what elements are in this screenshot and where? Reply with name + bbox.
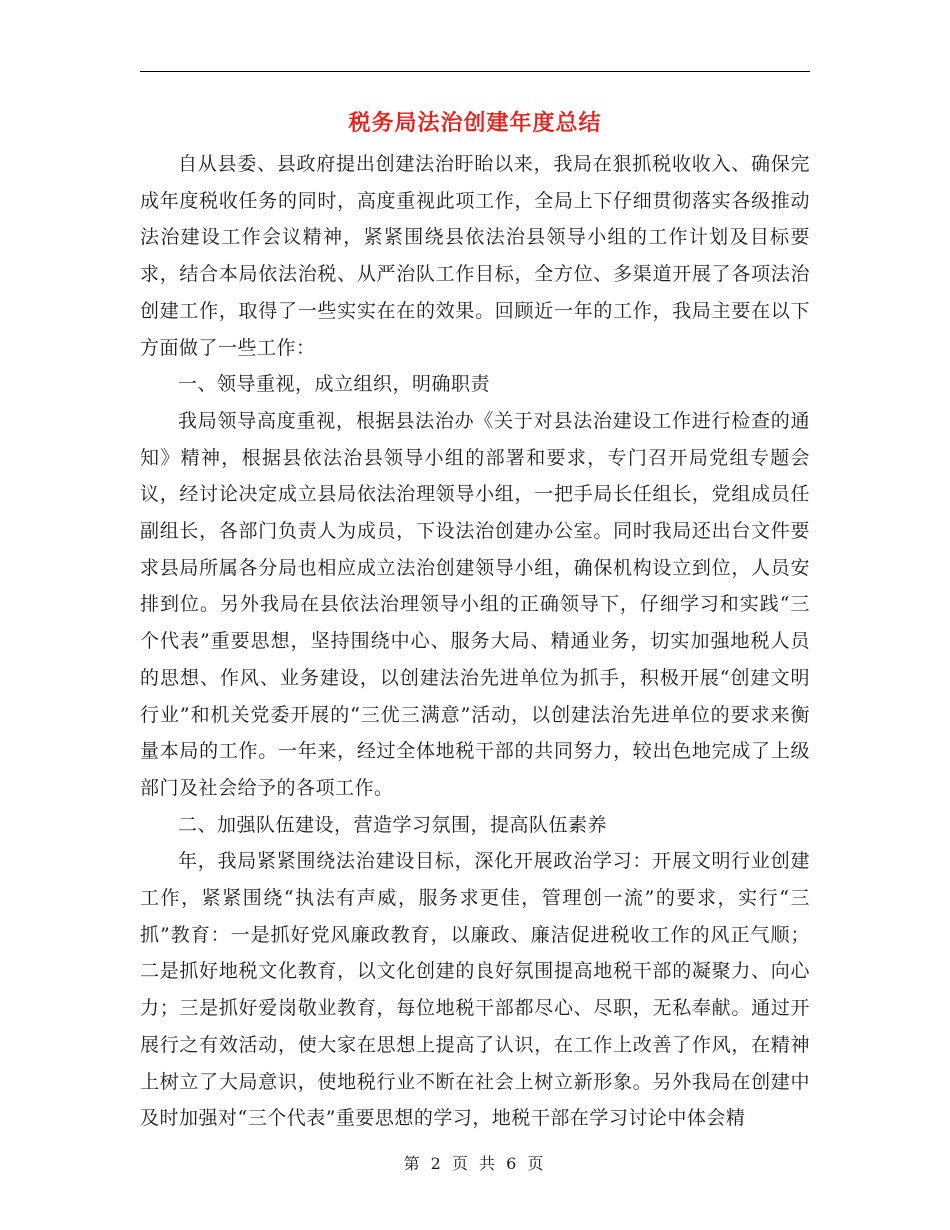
paragraph-section-1: 我局领导高度重视，根据县法治办《关于对县法治建设工作进行检查的通知》精神，根据县依法治县领导小组的部署和要求，专门召开局党组专题会议，经讨论决定成立县局依法治理领导小组，一把手局长任组长，党组成员任副组长，各部门负责人为成员，下设法治创建办公室。同时我局还出台文件要求县局所属各分局也相应成立法治创建领导小组，确保机构设立到位，人员安排到位。另外我局在县依法治理领导小组的正确领导下，仔细学习和实践“三个代表”重要思想，坚持围绕中心、服务大局、精通业务，切实加强地税人员的思想、作风、业务建设，以创建法治先进单位为抓手，积极开展“创建文明行业”和机关党委开展的“三优三满意”活动，以创建法治先进单位的要求来衡量本局的工作。一年来，经过全体地税干部的共同努力，较出色地完成了上级部门及社会给予的各项工作。 <box>140 409 810 799</box>
header-rule <box>140 71 810 72</box>
page-number-footer: 第 2 页 共 6 页 <box>403 1154 547 1173</box>
document-body <box>140 146 810 1137</box>
section-heading-1: 一、领导重视，成立组织，明确职责 <box>178 373 491 396</box>
paragraph-intro: 自从县委、县政府提出创建法治盱眙以来，我局在狠抓税收收入、确保完成年度税收任务的同时，高度重视此项工作，全局上下仔细贯彻落实各级推动法治建设工作会议精神，紧紧围绕县依法治县领导小组的工作计划及目标要求，结合本局依法治税、从严治队工作目标，全方位、多渠道开展了各项法治创建工作，取得了一些实实在在的效果。回顾近一年的工作，我局主要在以下方面做了一些工作： <box>140 153 810 359</box>
paragraph-section-2: 年，我局紧紧围绕法治建设目标，深化开展政治学习：开展文明行业创建工作，紧紧围绕“执法有声威，服务求更佳，管理创一流”的要求，实行“三抓”教育：一是抓好党风廉政教育，以廉政、廉洁促进税收工作的风正气顺；二是抓好地税文化教育，以文化创建的良好氛围提高地税干部的凝聚力、向心力；三是抓好爱岗敬业教育，每位地税干部都尽心、尽职，无私奉献。通过开展行之有效活动，使大家在思想上提高了认识，在工作上改善了作风，在精神上树立了大局意识，使地税行业不断在社会上树立新形象。另外我局在创建中及时加强对“三个代表”重要思想的学习，地税干部在学习讨论中体会精 <box>140 850 810 1130</box>
section-heading-2: 二、加强队伍建设，营造学习氛围，提高队伍素养 <box>178 813 608 836</box>
document-title: 税务局法治创建年度总结 <box>348 110 602 136</box>
